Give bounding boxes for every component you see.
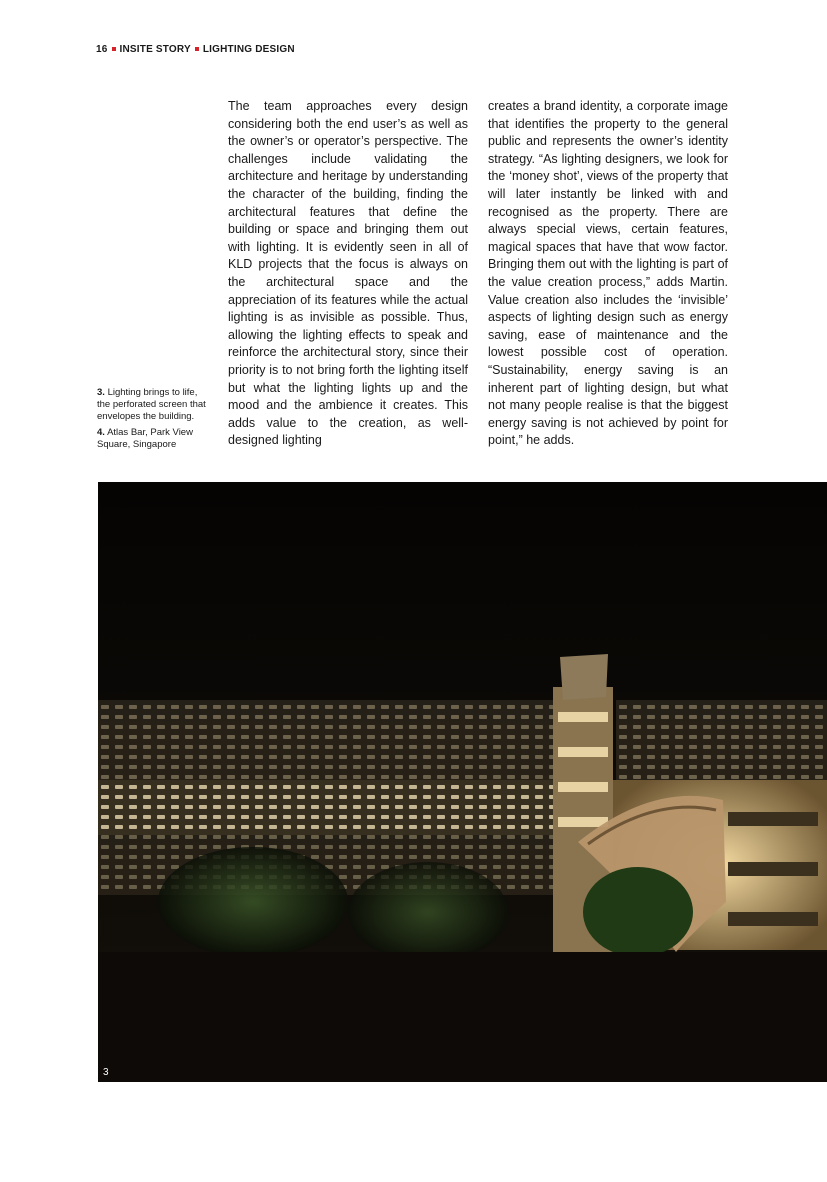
body-column-1: The team approaches every design considering both the end user’s as well as the owner’s or operator’s perspective. The challenges include validating the architecture and heritage by understanding the character of the building, finding the architectural features that define the building or space and bringing them out with lighting. It is evidently seen in all of KLD projects that the focus is always on the architectural space and the appreciation of its features while the actual lighting is as invisible as possible. Thus, allowing the lighting effects to speak and reinforce the architectural story, since their priority is to not bring forth the lighting itself but what the lighting lights up and the mood and the ambience it creates. This adds value to the creation, as well-designed lighting <box>228 99 468 448</box>
section-label: INSITE STORY <box>119 44 191 55</box>
building-night-photo <box>98 482 827 1082</box>
caption-3: 3. Lighting brings to life, the perforated screen that envelopes the building. <box>97 387 206 422</box>
caption-4: 4. Atlas Bar, Park View Square, Singapore <box>97 427 193 450</box>
body-column-2: creates a brand identity, a corporate image that identifies the property to the general public and represents the owner’s identity strategy. “As lighting designers, we look for the ‘money shot’, views of the property that will later instantly be linked with and recognised as the property. There are always special views, certain features, magical spaces that have that wow factor. Bringing them out with the lighting is part of the value creation process,” adds Martin. Value creation also includes the ‘invisible’ aspects of lighting design such as energy saving, ease of maintenance and the lowest possible cost of operation. “Sustainability, energy saving is an inherent part of lighting design, but what not many people realise is that the biggest energy saving is not achieved by point for point,” he adds. <box>488 99 728 448</box>
photo-captions <box>97 387 213 455</box>
topic-label: LIGHTING DESIGN <box>202 44 295 55</box>
photo-illustration <box>98 482 827 1082</box>
running-header <box>96 44 295 55</box>
photo-number: 3 <box>103 1067 109 1078</box>
separator-square-icon <box>112 47 116 51</box>
page-number: 16 <box>96 44 108 55</box>
separator-square-icon <box>195 47 199 51</box>
